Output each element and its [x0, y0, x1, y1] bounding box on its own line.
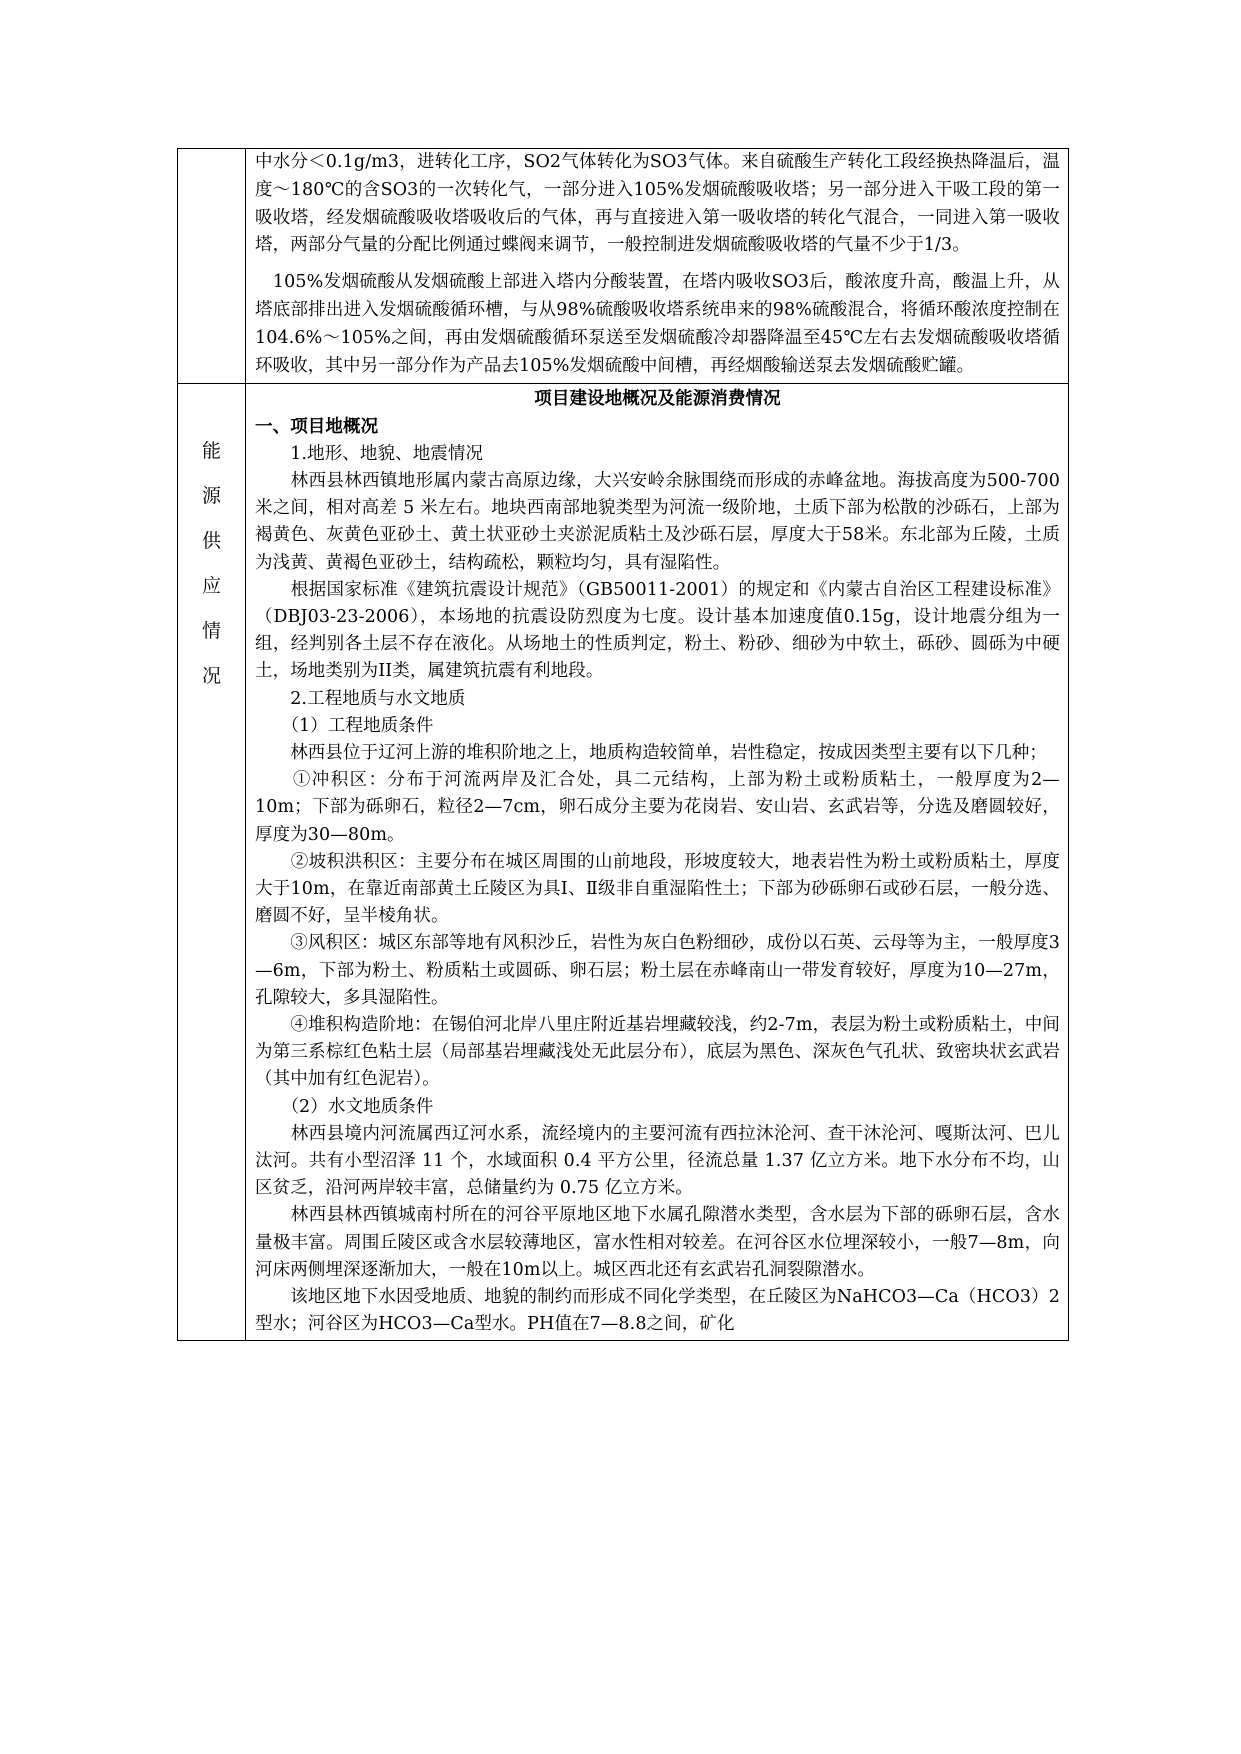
vertical-label-char: 况: [201, 665, 221, 688]
paragraph: 1.地形、地貌、地震情况: [255, 443, 484, 464]
paragraph: ①冲积区：分布于河流两岸及汇合处，具二元结构，上部为粉土或粉质粘土，一般厚度为2—10m；下部为砾卵石，粒径2—7cm，卵石成分主要为花岗岩、安山岩、玄武岩等，分选及磨圆较好，厚度为30—80m。: [255, 770, 1060, 845]
paragraph: （1）工程地质条件: [255, 715, 434, 736]
empty-label-cell: [178, 149, 246, 384]
vertical-label: [178, 384, 245, 699]
paragraph: 根据国家标准《建筑抗震设计规范》（GB50011-2001）的规定和《内蒙古自治区工程建设标准》（DBJ03-23-2006），本场地的抗震设防烈度为七度。设计基本加速度值0.15g，设计地震分组为一组，经判别各土层不存在液化。从场地土的性质判定，粉土、粉砂、细砂为中软土，砾砂、圆砾为中硬土，场地类别为II类，属建筑抗震有利地段。: [255, 579, 1060, 682]
side-label-cell: [178, 384, 246, 1341]
table-row-process: [178, 149, 1069, 384]
paragraph: 林西县林西镇地形属内蒙古高原边缘，大兴安岭余脉围绕而形成的赤峰盆地。海拔高度为500-700米之间，相对高差 5 米左右。地块西南部地貌类型为河流一级阶地，土质下部为松散的沙砾石，上部为褐黄色、灰黄色亚砂土、黄土状亚砂土夹淤泥质粘土及沙砾石层，厚度大于58米。东北部为丘陵，土质为浅黄、黄褐色亚砂土，结构疏松，颗粒均匀，具有湿陷性。: [255, 470, 1060, 573]
paragraph: ②坡积洪积区：主要分布在城区周围的山前地段，形坡度较大，地表岩性为粉土或粉质粘土，厚度大于10m，在靠近南部黄土丘陵区为具Ⅰ、Ⅱ级非自重湿陷性土；下部为砂砾卵石或砂石层，一般分选、磨圆不好，呈半棱角状。: [255, 851, 1060, 927]
paragraph: （2）水文地质条件: [255, 1096, 434, 1117]
paragraph: 林西县境内河流属西辽河水系，流经境内的主要河流有西拉沐沦河、查干沐沦河、嘎斯汰河、巴儿汰河。共有小型沼泽 11 个，水域面积 0.4 平方公里，径流总量 1.37 亿立方米。地下水分布不均，山区贫乏，沿河两岸较丰富，总储量约为 0.75 亿立方米。: [255, 1123, 1060, 1199]
vertical-label-char: 应: [201, 575, 221, 598]
paragraph: 2.工程地质与水文地质: [255, 688, 466, 709]
process-description-cell: [246, 149, 1069, 384]
paragraph: ③风积区：城区东部等地有风积沙丘，岩性为灰白色粉细砂，成份以石英、云母等为主，一般厚度3—6m，下部为粉土、粉质粘土或圆砾、卵石层；粉土层在赤峰南山一带发育较好，厚度为10—27m，孔隙较大，多具湿陷性。: [255, 933, 1060, 1008]
vertical-label-char: 能: [201, 440, 221, 463]
heading: 一、项目地概况: [255, 416, 379, 437]
paragraph: 105%发烟硫酸从发烟硫酸上部进入塔内分酸装置，在塔内吸收SO3后，酸浓度升高，酸温上升，从塔底部排出进入发烟硫酸循环槽，与从98%硫酸吸收塔系统串来的98%硫酸混合，将循环酸浓度控制在104.6%～105%之间，再由发烟硫酸循环泵送至发烟硫酸冷却器降温至45℃左右去发烟硫酸吸收塔循环吸收，其中另一部分作为产品去105%发烟硫酸中间槽，再经烟酸输送泵去发烟硫酸贮罐。: [255, 272, 1060, 376]
site-overview-cell: [246, 384, 1069, 1341]
paragraph: 中水分＜0.1g/m3，进转化工序，SO2气体转化为SO3气体。来自硫酸生产转化工段经换热降温后，温度～180℃的含SO3的一次转化气，一部分进入105%发烟硫酸吸收塔；另一部分进入干吸工段的第一吸收塔，经发烟硫酸吸收塔吸收后的气体，再与直接进入第一吸收塔的转化气混合，一同进入第一吸收塔，两部分气量的分配比例通过蝶阀来调节，一般控制进发烟硫酸吸收塔的气量不少于1/3。: [255, 152, 1060, 256]
paragraph: 林西县林西镇城南村所在的河谷平原地区地下水属孔隙潜水类型，含水层为下部的砾卵石层，含水量极丰富。周围丘陵区或含水层较薄地区，富水性相对较差。在河谷区水位埋深较小，一般7—8m，向河床两侧埋深逐渐加大，一般在10m以上。城区西北还有玄武岩孔洞裂隙潜水。: [255, 1205, 1060, 1280]
paragraph: 林西县位于辽河上游的堆积阶地之上，地质构造较简单，岩性稳定，按成因类型主要有以下几种；: [255, 743, 1047, 764]
report-table: [177, 148, 1069, 1341]
table-row-energy: [178, 384, 1069, 1341]
paragraph: ④堆积构造阶地：在锡伯河北岸八里庄附近基岩埋藏较浅，约2-7m，表层为粉土或粉质粘土，中间为第三系棕红色粘土层（局部基岩埋藏浅处无此层分布），底层为黑色、深灰色气孔状、致密块状玄武岩（其中加有红色泥岩）。: [255, 1015, 1060, 1090]
vertical-label-char: 供: [201, 530, 221, 553]
vertical-label-char: 源: [201, 485, 221, 508]
vertical-label-char: 情: [201, 620, 221, 643]
section-title: 项目建设地概况及能源消费情况: [534, 389, 781, 410]
paragraph: 该地区地下水因受地质、地貌的制约而形成不同化学类型，在丘陵区为NaHCO3—Ca（HCO3）2型水；河谷区为HCO3—Ca型水。PH值在7—8.8之间，矿化: [255, 1287, 1060, 1335]
